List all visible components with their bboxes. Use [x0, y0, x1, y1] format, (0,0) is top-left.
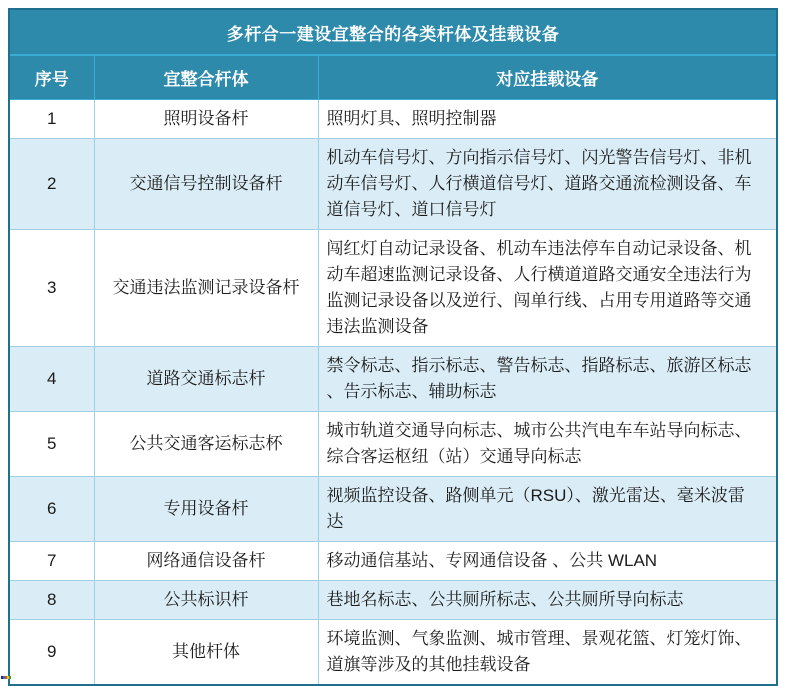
row-number-cell: 3 [10, 230, 94, 347]
mounted-devices-cell: 移动通信基站、专网通信设备 、公共 WLAN [318, 542, 776, 581]
row-number-cell: 1 [10, 100, 94, 139]
row-number-cell: 5 [10, 412, 94, 477]
pole-type-cell: 网络通信设备杆 [94, 542, 318, 581]
table-row [10, 542, 776, 581]
table-row [10, 412, 776, 477]
pole-type-cell: 交通信号控制设备杆 [94, 139, 318, 230]
pole-integration-table [8, 8, 778, 686]
column-header-mounted-devices: 对应挂载设备 [318, 56, 776, 100]
table-title: 多杆合一建设宜整合的各类杆体及挂载设备 [10, 10, 776, 56]
row-number-cell: 6 [10, 477, 94, 542]
mounted-devices-cell: 视频监控设备、路侧单元（RSU）、激光雷达、毫米波雷达 [318, 477, 776, 542]
pole-equipment-table [10, 56, 776, 684]
mounted-devices-cell: 机动车信号灯、方向指示信号灯、闪光警告信号灯、非机动车信号灯、人行横道信号灯、道路交通流检测设备、车道信号灯、道口信号灯 [318, 139, 776, 230]
corner-watermark-pixel [9, 676, 11, 679]
table-row [10, 581, 776, 620]
column-header-index: 序号 [10, 56, 94, 100]
pole-type-cell: 道路交通标志杆 [94, 347, 318, 412]
mounted-devices-cell: 环境监测、气象监测、城市管理、景观花篮、灯笼灯饰、道旗等涉及的其他挂载设备 [318, 620, 776, 685]
pole-type-cell: 公共交通客运标志杯 [94, 412, 318, 477]
row-number-cell: 7 [10, 542, 94, 581]
mounted-devices-cell: 照明灯具、照明控制器 [318, 100, 776, 139]
pole-type-cell: 交通违法监测记录设备杆 [94, 230, 318, 347]
row-number-cell: 2 [10, 139, 94, 230]
mounted-devices-cell: 城市轨道交通导向标志、城市公共汽电车车站导向标志、综合客运枢纽（站）交通导向标志 [318, 412, 776, 477]
pole-type-cell: 其他杆体 [94, 620, 318, 685]
mounted-devices-cell: 禁令标志、指示标志、警告标志、指路标志、旅游区标志、告示标志、辅助标志 [318, 347, 776, 412]
table-row [10, 620, 776, 685]
table-row [10, 230, 776, 347]
pole-type-cell: 专用设备杆 [94, 477, 318, 542]
table-row [10, 139, 776, 230]
row-number-cell: 8 [10, 581, 94, 620]
pole-type-cell: 公共标识杆 [94, 581, 318, 620]
row-number-cell: 9 [10, 620, 94, 685]
header-row [10, 56, 776, 100]
mounted-devices-cell: 巷地名标志、公共厕所标志、公共厕所导向标志 [318, 581, 776, 620]
corner-watermark [1, 676, 11, 679]
table-body [10, 100, 776, 685]
pole-type-cell: 照明设备杆 [94, 100, 318, 139]
row-number-cell: 4 [10, 347, 94, 412]
table-row [10, 100, 776, 139]
mounted-devices-cell: 闯红灯自动记录设备、机动车违法停车自动记录设备、机动车超速监测记录设备、人行横道道路交通安全违法行为监测记录设备以及逆行、闯单行线、占用专用道路等交通违法监测设备 [318, 230, 776, 347]
column-header-pole-type: 宜整合杆体 [94, 56, 318, 100]
table-row [10, 347, 776, 412]
table-row [10, 477, 776, 542]
